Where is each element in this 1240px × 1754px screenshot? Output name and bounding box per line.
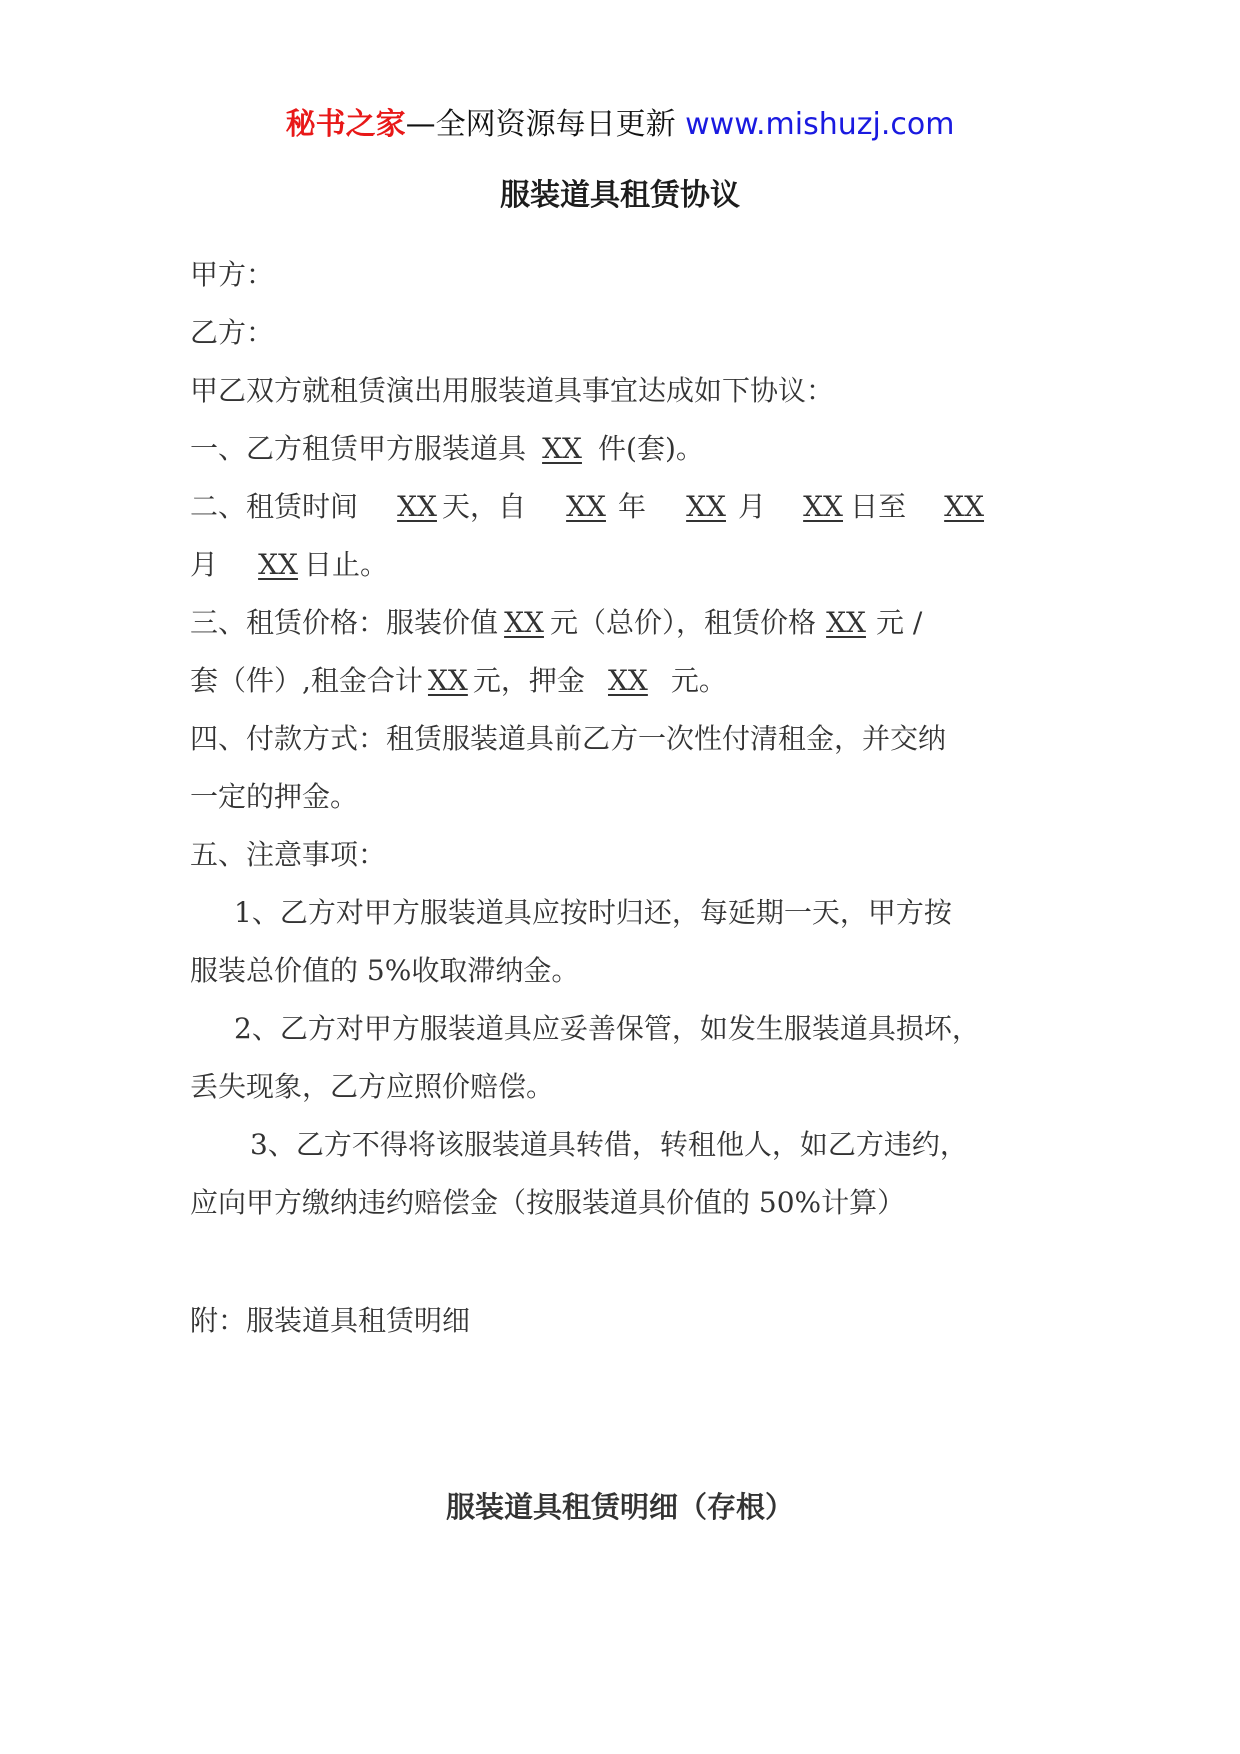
clause-5-item-2-line-2: 丢失现象，乙方应照价赔偿。 xyxy=(190,1070,555,1103)
clause-3-text-1: 元（总价），租赁价格 xyxy=(550,606,817,639)
quantity-blank: XX xyxy=(542,432,582,465)
month-start-blank: XX xyxy=(686,490,726,523)
clause-3-line-2 xyxy=(190,659,1060,703)
year-blank: XX xyxy=(566,490,606,523)
clause-3-text-3: 套（件）,租金合计 xyxy=(190,664,423,697)
clause-3-text-4: 元，押金 xyxy=(472,664,585,697)
deposit-blank: XX xyxy=(607,664,648,697)
clause-2-text-5: 月 xyxy=(190,548,219,581)
clause-5-item-3-line-1: 3、乙方不得将该服装道具转借，转租他人，如乙方违约， xyxy=(250,1128,968,1161)
clause-2-text-2: 年 xyxy=(618,490,647,523)
clause-1-suffix: 件(套)。 xyxy=(598,432,704,465)
site-banner xyxy=(0,100,1240,150)
clause-2-prefix: 二、租赁时间 xyxy=(190,490,359,523)
clause-2-line-1 xyxy=(190,485,1060,529)
clause-3-line-1 xyxy=(190,601,1060,645)
clause-2-text-4: 日至 xyxy=(850,490,907,523)
clause-2-line-2 xyxy=(190,543,1060,587)
month-end-blank: XX xyxy=(944,490,985,523)
clause-2-text-6: 日止。 xyxy=(304,548,389,581)
attachment-title: 服装道具租赁明细（存根） xyxy=(445,1490,794,1524)
clause-3-text-5: 元。 xyxy=(670,664,727,697)
brand-name: 秘书之家 xyxy=(285,107,406,142)
clause-1-prefix: 一、乙方租赁甲方服装道具 xyxy=(190,432,527,465)
clause-5-item-1-line-2: 服装总价值的 5%收取滞纳金。 xyxy=(190,954,580,987)
days-blank: XX xyxy=(397,490,437,523)
clause-2-text-1: 天，自 xyxy=(442,490,527,523)
intro-line: 甲乙双方就租赁演出用服装道具事宜达成如下协议： xyxy=(190,374,835,407)
clause-5-item-3-line-2: 应向甲方缴纳违约赔偿金（按服装道具价值的 50%计算） xyxy=(190,1186,906,1219)
day-end-blank: XX xyxy=(258,548,298,581)
document-title: 服装道具租赁协议 xyxy=(500,178,740,213)
price-blank: XX xyxy=(826,606,866,639)
clause-5-heading: 五、注意事项： xyxy=(190,838,387,871)
day-start-blank: XX xyxy=(803,490,843,523)
clause-4-line-1: 四、付款方式：租赁服装道具前乙方一次性付清租金，并交纳 xyxy=(190,722,947,755)
total-blank: XX xyxy=(427,664,468,697)
clause-3-text-2: 元 / xyxy=(876,606,923,639)
clause-5-item-2-line-1: 2、乙方对甲方服装道具应妥善保管，如发生服装道具损坏， xyxy=(234,1012,980,1045)
banner-tagline: —全网资源每日更新 xyxy=(405,107,686,142)
clause-4-line-2: 一定的押金。 xyxy=(190,780,359,813)
attachment-line: 附：服装道具租赁明细 xyxy=(190,1304,471,1337)
site-url-link[interactable]: www.mishuzj.com xyxy=(685,107,955,142)
value-blank: XX xyxy=(504,606,544,639)
party-a-line: 甲方： xyxy=(190,258,275,291)
clause-2-text-3: 月 xyxy=(738,490,767,523)
clause-1 xyxy=(190,427,1060,471)
clause-5-item-1-line-1: 1、乙方对甲方服装道具应按时归还，每延期一天，甲方按 xyxy=(234,896,952,929)
clause-3-prefix: 三、租赁价格：服装价值 xyxy=(190,606,499,639)
party-b-line: 乙方： xyxy=(190,316,275,349)
